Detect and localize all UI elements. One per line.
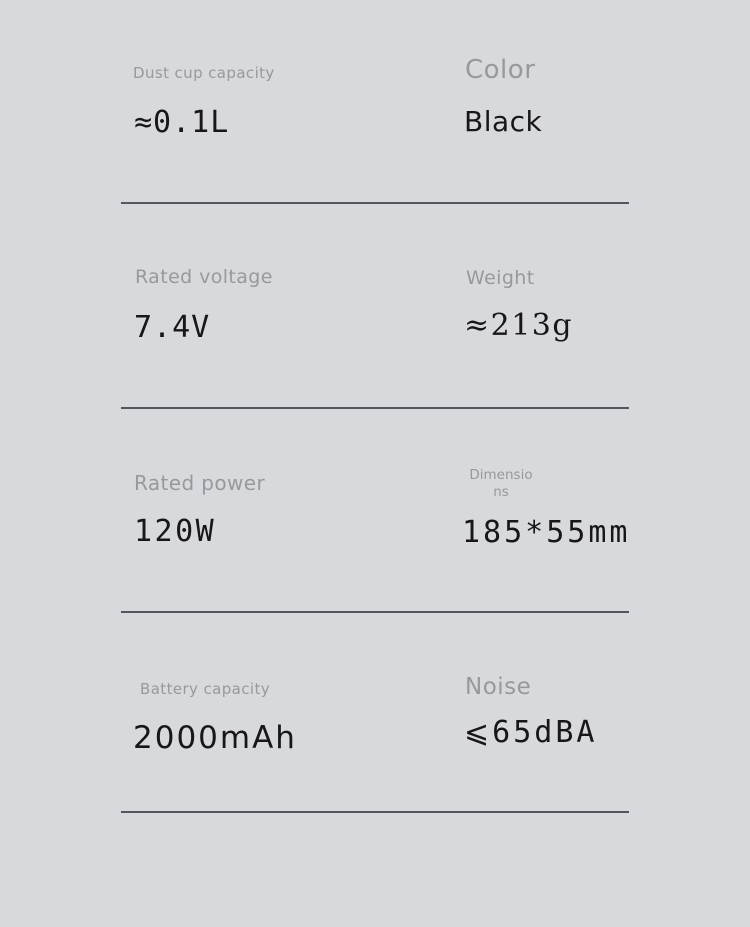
spec-label-color: Color: [465, 55, 536, 85]
spec-value-dust-cup-capacity: ≈0.1L: [134, 105, 230, 140]
spec-label-battery-capacity: Battery capacity: [140, 680, 271, 698]
section-divider: [121, 202, 629, 204]
section-divider: [121, 407, 629, 409]
spec-label-rated-voltage: Rated voltage: [135, 266, 273, 288]
section-divider: [121, 611, 629, 613]
spec-label-weight: Weight: [466, 267, 535, 289]
section-divider: [121, 811, 629, 813]
spec-value-rated-power: 120W: [134, 514, 217, 549]
spec-value-noise: ⩽65dBA: [464, 715, 598, 750]
spec-label-dimensions-line2: ns: [493, 484, 509, 500]
spec-value-color: Black: [464, 105, 543, 138]
spec-label-rated-power: Rated power: [134, 471, 266, 495]
spec-label-dimensions: [463, 467, 539, 501]
spec-value-rated-voltage: 7.4V: [134, 310, 211, 345]
spec-label-dimensions-line1: Dimensio: [469, 467, 533, 483]
spec-value-weight: ≈213g: [464, 308, 574, 343]
spec-label-noise: Noise: [465, 674, 532, 700]
spec-value-battery-capacity: 2000mAh: [133, 720, 297, 756]
spec-value-dimensions: 185*55mm: [462, 515, 631, 550]
spec-label-dust-cup-capacity: Dust cup capacity: [133, 64, 275, 82]
